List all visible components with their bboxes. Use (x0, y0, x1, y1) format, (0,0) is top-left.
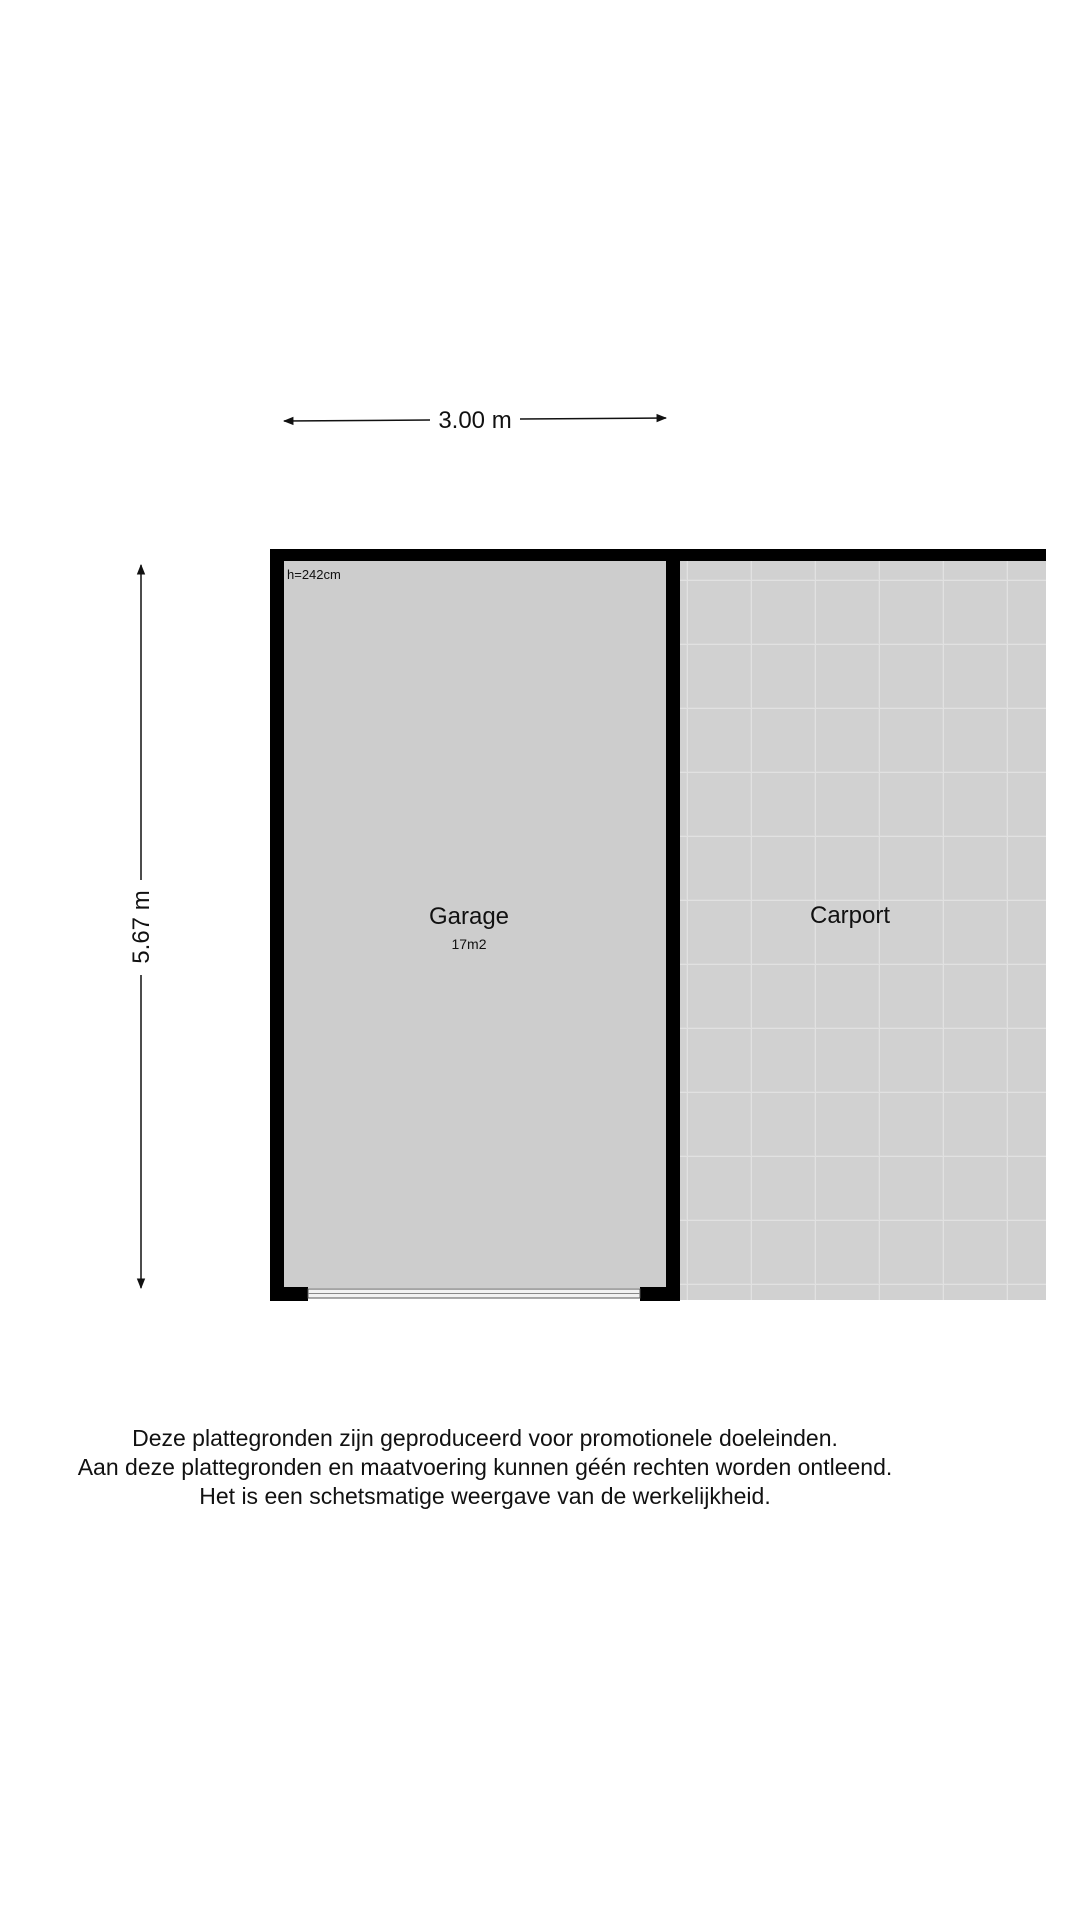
garage-left-wall (270, 549, 284, 1301)
garage-bottom-wall-left (270, 1287, 308, 1301)
width-dimension-line-right (520, 418, 666, 419)
height-dimension (128, 565, 155, 1288)
width-dimension-line-left (284, 420, 430, 421)
garage-door (308, 1289, 640, 1298)
disclaimer-line: Deze plattegronden zijn geproduceerd voor promotionele doeleinden. (132, 1425, 838, 1451)
width-dimension (284, 407, 666, 434)
disclaimer (0, 1424, 970, 1511)
disclaimer-line: Aan deze plattegronden en maatvoering kunnen géén rechten worden ontleend. (77, 1454, 893, 1480)
width-dimension-label: 3.00 m (438, 407, 512, 434)
garage-right-wall (666, 549, 680, 1301)
garage-ceiling-height: h=242cm (287, 567, 341, 582)
disclaimer-line: Het is een schetsmatige weergave van de werkelijkheid. (199, 1483, 771, 1509)
height-dimension-label: 5.67 m (128, 890, 155, 964)
carport-floor (680, 560, 1046, 1300)
garage-area: 17m2 (451, 936, 487, 952)
garage-name: Garage (428, 903, 510, 930)
carport-name: Carport (809, 902, 891, 929)
garage-bottom-wall-right (640, 1287, 680, 1301)
top-wall (270, 549, 1046, 561)
